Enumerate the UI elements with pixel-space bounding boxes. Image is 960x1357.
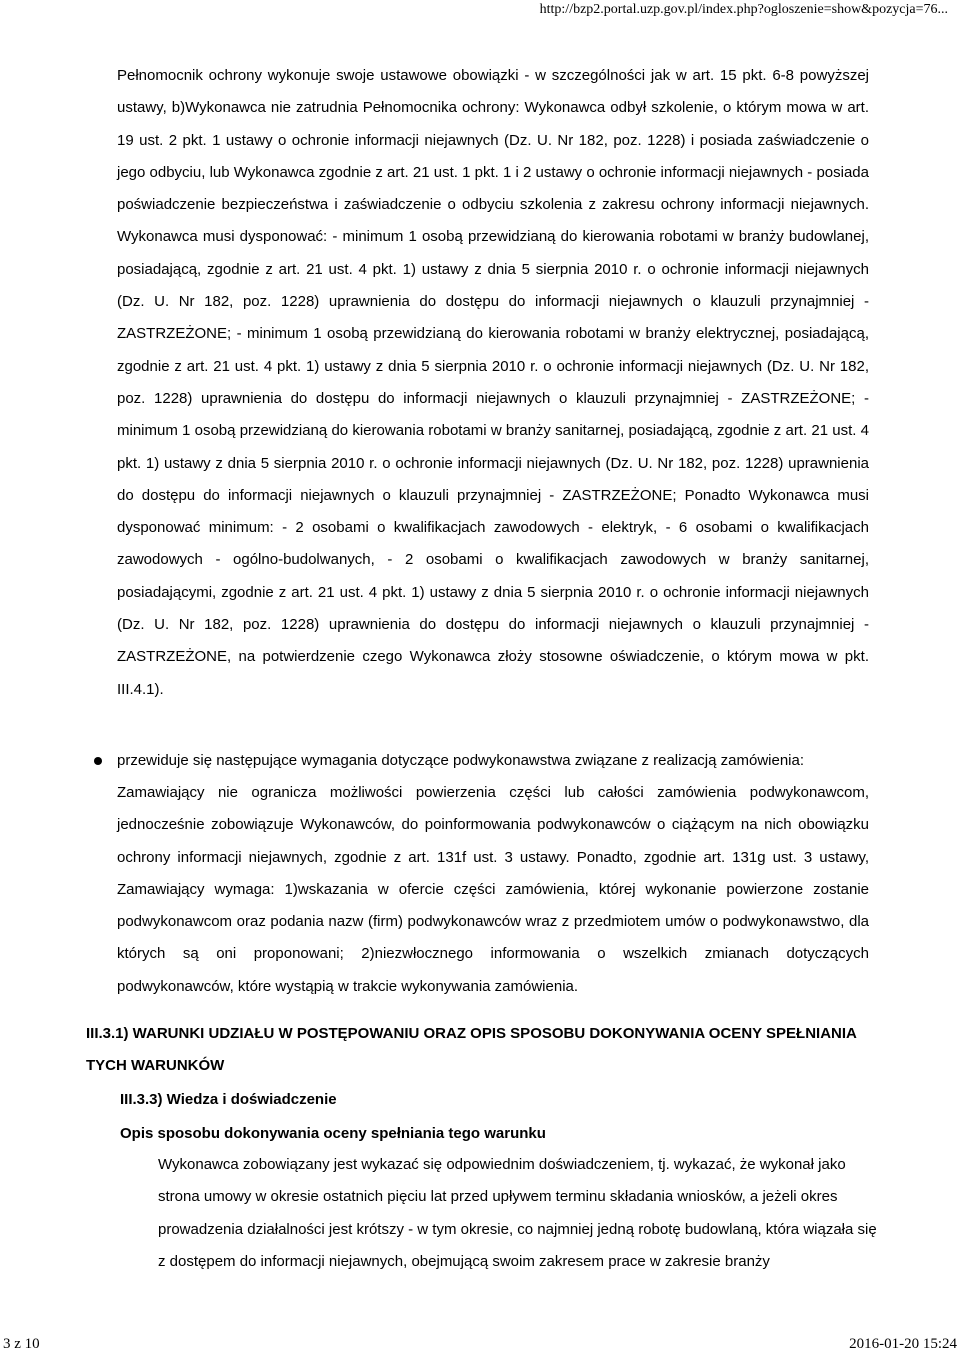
paragraph-subcontracting: Zamawiający nie ogranicza możliwości powierzenia części lub całości zamówienia podwykonawcom, jednocześnie zobowiązuje Wykonawców, do poinformowania podwykonawców o ciążącym na nich obowiązku ochrony informacji niejawnych, zgodnie z art. 131f ust. 3 ustawy. Ponadto, zgodnie art. 131g ust. 3 ustawy, Zamawiający wymaga: 1)wskazania w ofercie części zamówienia, której wykonanie powierzone zostanie podwykonawcom oraz podania nazw (firm) podwykonawców wraz z przedmiotem umów o podwykonawstwo, dla których są oni proponowani; 2)niezwłocznego informowania o wszelkich zmianach dotyczących podwykonawców, które wystąpią w trakcie wykonywania zamówienia.: [117, 784, 869, 995]
page-url-header: http://bzp2.portal.uzp.gov.pl/index.php?ogloszenie=show&pozycja=76...: [539, 2, 948, 17]
bullet-dot-icon: [94, 757, 102, 765]
subsection-heading: III.3.3) Wiedza i doświadczenie: [120, 1091, 337, 1108]
criteria-heading: Opis sposobu dokonywania oceny spełniania tego warunku: [120, 1125, 546, 1142]
print-datetime: 2016-01-20 15:24: [849, 1336, 957, 1352]
page-number: 3 z 10: [3, 1336, 40, 1352]
bullet-text: przewiduje się następujące wymagania dotyczące podwykonawstwa związane z realizacją zamówienia:: [117, 752, 805, 769]
paragraph-security-requirements: Pełnomocnik ochrony wykonuje swoje ustawowe obowiązki - w szczególności jak w art. 15 pkt. 6-8 powyższej ustawy, b)Wykonawca nie zatrudnia Pełnomocnika ochrony: Wykonawca odbył szkolenie, o którym mowa w art. 19 ust. 2 pkt. 1 ustawy o ochronie informacji niejawnych (Dz. U. Nr 182, poz. 1228) i posiada zaświadczenie o jego odbyciu, lub Wykonawca zgodnie z art. 21 ust. 1 pkt. 1 i 2 ustawy o ochronie informacji niejawnych - posiada poświadczenie bezpieczeństwa i zaświadczenie o odbyciu szkolenia z zakresu ochrony informacji niejawnych. Wykonawca musi dysponować: - minimum 1 osobą przewidzianą do kierowania robotami w branży budowlanej, posiadającą, zgodnie z art. 21 ust. 4 pkt. 1) ustawy z dnia 5 sierpnia 2010 r. o ochronie informacji niejawnych (Dz. U. Nr 182, poz. 1228) uprawnienia do dostępu do informacji niejawnych o klauzuli przynajmniej - ZASTRZEŻONE; - minimum 1 osobą przewidzianą do kierowania robotami w branży elektrycznej, posiadającą, zgodnie z art. 21 ust. 4 pkt. 1) ustawy z dnia 5 sierpnia 2010 r. o ochronie informacji niejawnych (Dz. U. Nr 182, poz. 1228) uprawnienia do dostępu do informacji niejawnych o klauzuli przynajmniej - ZASTRZEŻONE; - minimum 1 osobą przewidzianą do kierowania robotami w branży sanitarnej, posiadającą, zgodnie z art. 21 ust. 4 pkt. 1) ustawy z dnia 5 sierpnia 2010 r. o ochronie informacji niejawnych (Dz. U. Nr 182, poz. 1228) uprawnienia do dostępu do informacji niejawnych o klauzuli przynajmniej - ZASTRZEŻONE; Ponadto Wykonawca musi dysponować minimum: - 2 osobami o kwalifikacjach zawodowych - elektryk, - 6 osobami o kwalifikacjach zawodowych - ogólno-budolwanych, - 2 osobami o kwalifikacjach zawodowych w branży sanitarnej, posiadającymi, zgodnie z art. 21 ust. 4 pkt. 1) ustawy z dnia 5 sierpnia 2010 r. o ochronie informacji niejawnych (Dz. U. Nr 182, poz. 1228) uprawnienia do dostępu do informacji niejawnych o klauzuli przynajmniej - ZASTRZEŻONE, na potwierdzenie czego Wykonawca złoży stosowne oświadczenie, o którym mowa w pkt. III.4.1).: [117, 67, 869, 698]
section-heading: III.3.1) WARUNKI UDZIAŁU W POSTĘPOWANIU ORAZ OPIS SPOSOBU DOKONYWANIA OCENY SPEŁNIANIA TYCH WARUNKÓW: [86, 1025, 857, 1075]
paragraph-experience: Wykonawca zobowiązany jest wykazać się odpowiednim doświadczeniem, tj. wykazać, że wykonał jako strona umowy w okresie ostatnich pięciu lat przed upływem terminu składania wniosków, a jeżeli okres prowadzenia działalności jest krótszy - w tym okresie, co najmniej jedną robotę budowlaną, która wiązała się z dostępem do informacji niejawnych, obejmującą swoim zakresem prace w zakresie branży: [158, 1156, 877, 1270]
